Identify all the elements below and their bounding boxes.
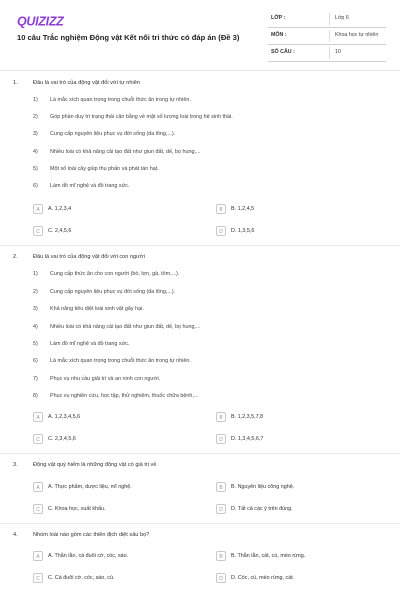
option-letter-box[interactable]: C bbox=[33, 434, 43, 444]
statement-text: Cung cấp nguyên liệu phục vụ đời sống (da lông,...). bbox=[50, 289, 176, 295]
answer-option-a[interactable] bbox=[33, 551, 203, 562]
question-divider bbox=[0, 523, 400, 524]
option-text: D. 1,3,5,6 bbox=[231, 228, 255, 234]
info-row-class bbox=[268, 11, 386, 28]
answer-option-d[interactable] bbox=[216, 434, 386, 445]
question-number: 4. bbox=[13, 532, 18, 538]
statement-number: 4) bbox=[33, 324, 38, 330]
statement-number: 3) bbox=[33, 131, 38, 137]
statement-text: Là mắc xích quan trọng trong chuỗi thức ăn trong tự nhiên. bbox=[50, 97, 191, 103]
statement-text: Nhiều loài có khả năng cải tạo đất như giun đất, dế, bọ hung,... bbox=[50, 324, 201, 330]
option-text: C. Khoa học, xuất khẩu. bbox=[48, 506, 106, 512]
info-label: SỐ CÂU : bbox=[271, 49, 295, 55]
statement-text: Góp phần duy trì trạng thái cân bằng về mặt số lượng loài trong hệ sinh thái. bbox=[50, 114, 233, 120]
option-text: B. 1,2,4,5 bbox=[231, 206, 255, 212]
option-letter-box[interactable]: A bbox=[33, 204, 43, 214]
statement-text: Một số loài cây giúp thụ phấn và phát tán hạt. bbox=[50, 166, 159, 172]
option-text: D. 1,3,4,5,6,7 bbox=[231, 436, 264, 442]
option-letter-box[interactable]: B bbox=[216, 482, 226, 492]
question-text: Đâu là vai trò của động vật đối với con người bbox=[33, 254, 145, 260]
info-label: LỚP : bbox=[271, 15, 286, 21]
option-text: D. Cóc, cú, mèo rừng, cát. bbox=[231, 575, 295, 581]
statement-number: 2) bbox=[33, 289, 38, 295]
statement-number: 1) bbox=[33, 271, 38, 277]
question-text: Đâu là vai trò của động vật đối với tự nhiên bbox=[33, 80, 140, 86]
page-header bbox=[0, 0, 400, 68]
answer-option-c[interactable] bbox=[33, 434, 203, 445]
option-letter-box[interactable]: C bbox=[33, 573, 43, 583]
question-text: Nhóm loài nào gồm các thiên địch diệt sâu bọ? bbox=[33, 532, 150, 538]
page-title: 10 câu Trắc nghiệm Động vật Kết nối tri thức có đáp án (Đề 3) bbox=[17, 33, 240, 42]
statement-number: 7) bbox=[33, 376, 38, 382]
option-letter-box[interactable]: D bbox=[216, 226, 226, 236]
option-letter-box[interactable]: D bbox=[216, 573, 226, 583]
question-number: 2. bbox=[13, 254, 18, 260]
option-letter-box[interactable]: B bbox=[216, 551, 226, 561]
answer-option-c[interactable] bbox=[33, 504, 203, 515]
info-value: 10 bbox=[335, 49, 341, 55]
answer-option-d[interactable] bbox=[216, 573, 386, 584]
answer-option-a[interactable] bbox=[33, 482, 203, 493]
svg-text:QUIZIZZ: QUIZIZZ bbox=[17, 14, 64, 28]
option-letter-box[interactable]: D bbox=[216, 434, 226, 444]
option-text: C. 2,4,5,6 bbox=[48, 228, 72, 234]
question-number: 3. bbox=[13, 462, 18, 468]
statement-text: Khả năng tiêu diệt loài sinh vật gây hại. bbox=[50, 306, 144, 312]
answer-option-a[interactable] bbox=[33, 204, 203, 215]
answer-option-d[interactable] bbox=[216, 226, 386, 237]
header-divider bbox=[0, 70, 400, 71]
answer-option-c[interactable] bbox=[33, 226, 203, 237]
option-letter-box[interactable]: D bbox=[216, 504, 226, 514]
answer-option-b[interactable] bbox=[216, 551, 386, 562]
option-letter-box[interactable]: A bbox=[33, 551, 43, 561]
statement-number: 5) bbox=[33, 166, 38, 172]
statement-text: Là mắc xích quan trọng trong chuỗi thức ăn trong tự nhiên. bbox=[50, 358, 191, 364]
option-letter-box[interactable]: C bbox=[33, 226, 43, 236]
statement-text: Làm đồ mĩ nghệ và đồ trang sức. bbox=[50, 341, 130, 347]
answer-option-c[interactable] bbox=[33, 573, 203, 584]
statement-text: Làm đồ mĩ nghệ và đồ trang sức. bbox=[50, 183, 130, 189]
option-text: B. 1,2,3,5,7,8 bbox=[231, 414, 264, 420]
option-text: A. Thằn lằn, cá đuôi cờ, cóc, sáo. bbox=[48, 553, 129, 559]
option-text: D. Tất cả các ý trên đúng. bbox=[231, 506, 293, 512]
info-value: Lớp 6 bbox=[335, 15, 349, 21]
statement-text: Cung cấp nguyên liệu phục vụ đời sống (da lông,...). bbox=[50, 131, 176, 137]
option-text: C. Cá đuôi cờ, cóc, sáo, cú. bbox=[48, 575, 115, 581]
option-letter-box[interactable]: A bbox=[33, 482, 43, 492]
option-text: C. 2,3,4,5,6 bbox=[48, 436, 76, 442]
answer-option-b[interactable] bbox=[216, 204, 386, 215]
question-divider bbox=[0, 245, 400, 246]
option-letter-box[interactable]: B bbox=[216, 204, 226, 214]
statement-number: 2) bbox=[33, 114, 38, 120]
option-text: A. 1,2,3,4,5,6 bbox=[48, 414, 81, 420]
statement-number: 4) bbox=[33, 149, 38, 155]
option-text: A. 1,2,3,4 bbox=[48, 206, 72, 212]
statement-text: Cung cấp thức ăn cho con người (bò, lợn, gà, tôm,...). bbox=[50, 271, 180, 277]
info-table bbox=[268, 11, 386, 62]
option-text: B. Nguyên liệu công nghệ. bbox=[231, 484, 295, 490]
statement-text: Phục vụ nghiên cứu, học tập, thử nghiệm, thuốc chữa bệnh,... bbox=[50, 393, 199, 399]
statement-number: 1) bbox=[33, 97, 38, 103]
statement-number: 6) bbox=[33, 358, 38, 364]
option-letter-box[interactable]: B bbox=[216, 412, 226, 422]
statement-text: Phục vụ nhu cầu giải trí và an ninh con người. bbox=[50, 376, 161, 382]
info-value: Khoa học tự nhiên bbox=[335, 32, 379, 38]
question-divider bbox=[0, 453, 400, 454]
option-text: B. Thằn lằn, cát, cú, mèo rừng. bbox=[231, 553, 306, 559]
info-label: MÔN : bbox=[271, 32, 287, 38]
option-letter-box[interactable]: A bbox=[33, 412, 43, 422]
answer-option-d[interactable] bbox=[216, 504, 386, 515]
statement-number: 8) bbox=[33, 393, 38, 399]
statement-text: Nhiều loài có khả năng cải tạo đất như giun đất, dế, bọ hung,... bbox=[50, 149, 201, 155]
question-number: 1. bbox=[13, 80, 18, 86]
statement-number: 3) bbox=[33, 306, 38, 312]
statement-number: 6) bbox=[33, 183, 38, 189]
info-row-count bbox=[268, 45, 386, 62]
answer-option-a[interactable] bbox=[33, 412, 203, 423]
statement-number: 5) bbox=[33, 341, 38, 347]
option-letter-box[interactable]: C bbox=[33, 504, 43, 514]
answer-option-b[interactable] bbox=[216, 482, 386, 493]
question-text: Động vật quý hiếm là những động vật có giá trị về bbox=[33, 462, 157, 468]
option-text: A. Thực phẩm, dược liệu, mĩ nghệ. bbox=[48, 484, 132, 490]
info-row-subject bbox=[268, 28, 386, 45]
answer-option-b[interactable] bbox=[216, 412, 386, 423]
quizizz-logo bbox=[17, 14, 77, 28]
